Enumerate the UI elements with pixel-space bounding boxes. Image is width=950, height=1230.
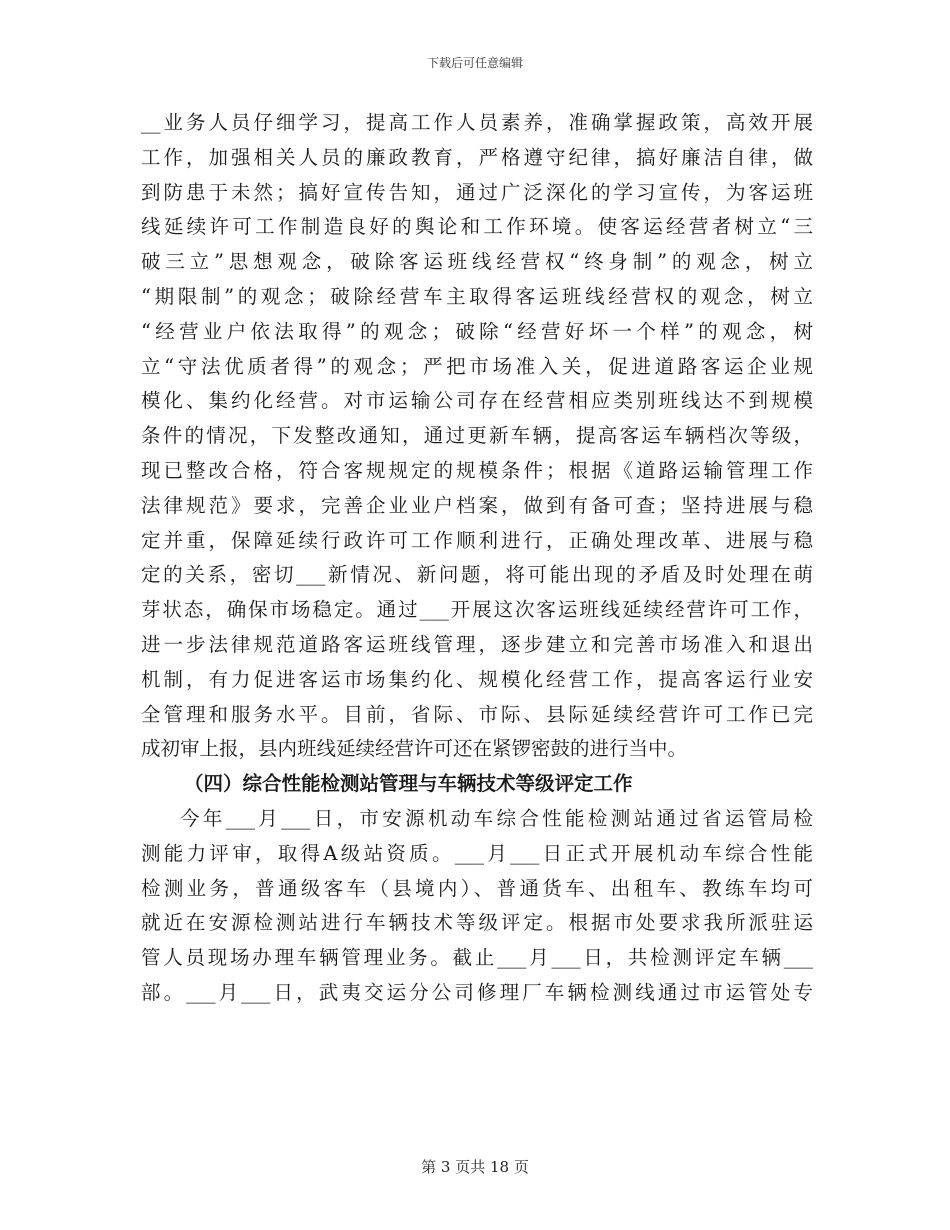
text-line: 成初审上报，县内班线延续经营许可还在紧锣密鼓的进行当中。 [141, 737, 688, 761]
text-line: 破三立”思想观念，破除客运班线经营权“终身制”的观念，树立 [141, 250, 813, 274]
text-line: 定的关系，密切___新情况、新问题，将可能出现的矛盾及时处理在萌 [141, 563, 813, 587]
text-line: 工作，加强相关人员的廉政教育，严格遵守纪律，搞好廉洁自律，做 [141, 145, 813, 169]
page-footer: 第 3 页共 18 页 [421, 1158, 529, 1176]
text-line: 定并重，保障延续行政许可工作顺利进行，正确处理改革、进展与稳 [141, 528, 813, 552]
text-line: 线延续许可工作制造良好的舆论和工作环境。使客运经营者树立“三 [141, 215, 813, 239]
text-line: 管人员现场办理车辆管理业务。截止___月___日，共检测评定车辆___ [141, 946, 813, 970]
text-line: 机制，有力促进客运市场集约化、规模化经营工作，提高客运行业安 [141, 667, 813, 691]
text-line: 法律规范》要求，完善企业业户档案，做到有备可查；坚持进展与稳 [141, 493, 813, 517]
document-body [141, 106, 813, 1011]
text-line: 到防患于未然；搞好宣传告知，通过广泛深化的学习宣传，为客运班 [141, 180, 813, 204]
text-line: 部。___月___日，武夷交运分公司修理厂车辆检测线通过市运管处专 [141, 980, 813, 1004]
text-line: 条件的情况，下发整改通知，通过更新车辆，提高客运车辆档次等级， [141, 424, 813, 448]
text-line: “经营业户依法取得”的观念；破除“经营好坏一个样”的观念，树 [141, 319, 813, 343]
section-heading: （四）综合性能检测站管理与车辆技术等级评定工作 [184, 772, 633, 796]
text-line: 进一步法律规范道路客运班线管理，逐步建立和完善市场准入和退出 [141, 632, 813, 656]
text-line: 今年___月___日，市安源机动车综合性能检测站通过省运管局检 [180, 806, 813, 830]
page-header: 下载后可任意编辑 [426, 56, 523, 70]
text-line: 模化、集约化经营。对市运输公司存在经营相应类别班线达不到规模 [141, 389, 813, 413]
text-line: 就近在安源检测站进行车辆技术等级评定。根据市处要求我所派驻运 [141, 911, 813, 935]
text-line: 现已整改合格，符合客规规定的规模条件；根据《道路运输管理工作 [141, 458, 813, 482]
text-line: 芽状态，确保市场稳定。通过___开展这次客运班线延续经营许可工作， [141, 598, 813, 622]
text-line: “期限制”的观念；破除经营车主取得客运班线经营权的观念，树立 [141, 284, 813, 308]
text-line: 全管理和服务水平。目前，省际、市际、县际延续经营许可工作已完 [141, 702, 813, 726]
text-line: 测能力评审，取得A级站资质。___月___日正式开展机动车综合性能 [141, 841, 813, 865]
text-line: 检测业务，普通级客车（县境内）、普通货车、出租车、教练车均可 [141, 876, 813, 900]
text-line: __业务人员仔细学习，提高工作人员素养，准确掌握政策，高效开展 [141, 111, 813, 134]
text-line: 立“守法优质者得”的观念；严把市场准入关，促进道路客运企业规 [141, 354, 813, 378]
